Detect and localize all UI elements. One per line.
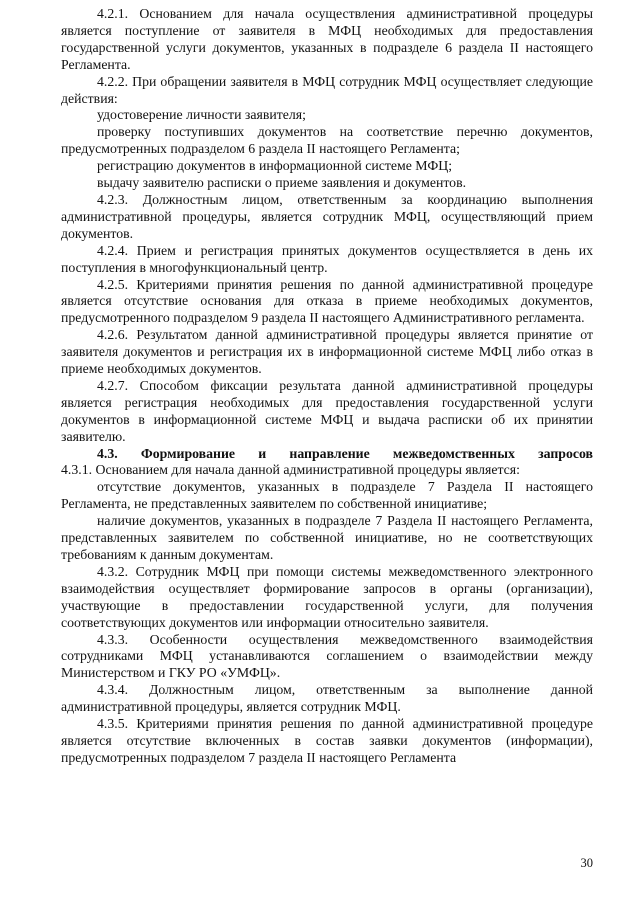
page-number: 30 bbox=[580, 856, 593, 870]
paragraph-4-3-5: 4.3.5. Критериями принятия решения по данной административной процедуре является отсутствие включенных в состав заявки документов (информации), предусмотренных подразделом 7 раздела II настоящего Регламента bbox=[61, 716, 593, 765]
document-page bbox=[61, 6, 593, 767]
list-item-registration: регистрацию документов в информационной системе МФЦ; bbox=[97, 158, 453, 174]
list-item-identity: удостоверение личности заявителя; bbox=[97, 107, 306, 123]
paragraph-4-2-6: 4.2.6. Результатом данной административной процедуры является принятие от заявителя документов и регистрация их в информационной системе МФЦ либо отказ в приеме необходимых документов. bbox=[61, 327, 593, 377]
paragraph-4-2-1: 4.2.1. Основанием для начала осуществления административной процедуры является поступление от заявителя в МФЦ необходимых для предоставления государственной услуги документов, указанных в подразделе 6 раздела II настоящего Регламента. bbox=[61, 6, 593, 72]
list-item-receipt: выдачу заявителю расписки о приеме заявления и документов. bbox=[97, 175, 467, 191]
list-item-absence: отсутствие документов, указанных в подразделе 7 Раздела II настоящего Регламента, не представленных заявителем по собственной инициативе; bbox=[61, 479, 593, 512]
list-item-check-documents: проверку поступивших документов на соответствие перечню документов, предусмотренных подразделом 6 раздела II настоящего Регламента; bbox=[61, 124, 593, 157]
paragraph-4-2-4: 4.2.4. Прием и регистрация принятых документов осуществляется в день их поступления в многофункциональный центр. bbox=[61, 242, 593, 275]
paragraph-4-2-5: 4.2.5. Критериями принятия решения по данной административной процедуре является отсутствие основания для отказа в приеме необходимых документов, предусмотренного подразделом 9 раздела II настоящего Административного регламента. bbox=[61, 276, 593, 326]
paragraph-4-2-7: 4.2.7. Способом фиксации результата данной административной процедуры является регистрация необходимых для предоставления государственной услуги документов в информационной системе МФЦ и выдача расписки об их принятии заявителю. bbox=[61, 377, 593, 444]
section-heading-4-3: 4.3. Формирование и направление межведомственных запросов bbox=[97, 445, 593, 461]
paragraph-4-3-1: 4.3.1. Основанием для начала данной административной процедуры является: bbox=[61, 462, 520, 478]
paragraph-4-3-4: 4.3.4. Должностным лицом, ответственным за выполнение данной административной процедуры, является сотрудник МФЦ. bbox=[61, 682, 593, 715]
paragraph-4-3-3: 4.3.3. Особенности осуществления межведомственного взаимодействия сотрудниками МФЦ устанавливаются соглашением о взаимодействии между Министерством и ГКУ РО «УМФЦ». bbox=[61, 631, 593, 681]
list-item-presence: наличие документов, указанных в подразделе 7 Раздела II настоящего Регламента, представленных заявителем по собственной инициативе, но не соответствующих требованиям к данным документам. bbox=[61, 513, 593, 562]
paragraph-4-2-2: 4.2.2. При обращении заявителя в МФЦ сотрудник МФЦ осуществляет следующие действия: bbox=[61, 73, 593, 106]
paragraph-4-3-2: 4.3.2. Сотрудник МФЦ при помощи системы межведомственного электронного взаимодействия осуществляет формирование запросов в органы (организации), участвующие в предоставлении государственной услуги, для получения соответствующих документов или информации относительно заявителя. bbox=[61, 563, 593, 630]
paragraph-4-2-3: 4.2.3. Должностным лицом, ответственным за координацию выполнения административной процедуры, является сотрудник МФЦ, осуществляющий прием документов. bbox=[61, 191, 593, 241]
